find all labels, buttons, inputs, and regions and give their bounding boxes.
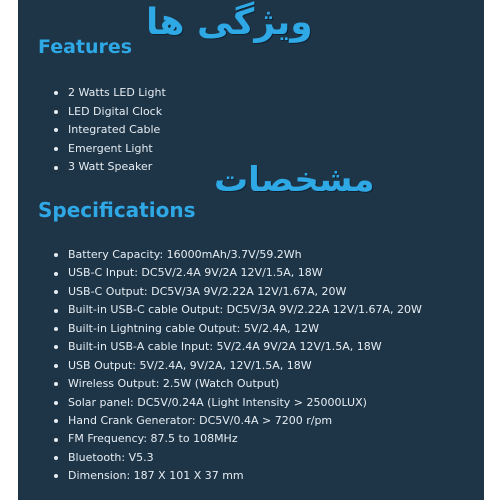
specification-item bbox=[54, 467, 422, 485]
specification-item-text: USB-C Output: DC5V/3A 9V/2.22A 12V/1.67A, 20W bbox=[68, 284, 347, 298]
specification-item bbox=[54, 301, 422, 319]
specification-item-text: Dimension: 187 X 101 X 37 mm bbox=[68, 469, 244, 483]
bullet-icon bbox=[54, 474, 58, 478]
bullet-icon bbox=[54, 166, 58, 170]
bullet-icon bbox=[54, 438, 58, 442]
specification-item-text: Wireless Output: 2.5W (Watch Output) bbox=[68, 377, 280, 391]
feature-item-text: Emergent Light bbox=[68, 141, 153, 155]
specification-item-text: USB-C Input: DC5V/2.4A 9V/2A 12V/1.5A, 18W bbox=[68, 266, 323, 280]
bullet-icon bbox=[54, 309, 58, 313]
bullet-icon bbox=[54, 128, 58, 132]
bullet-icon bbox=[54, 364, 58, 368]
bullet-icon bbox=[54, 91, 58, 95]
specification-item-text: FM Frequency: 87.5 to 108MHz bbox=[68, 432, 238, 446]
features-title: Features bbox=[38, 36, 133, 58]
specification-item bbox=[54, 338, 422, 356]
specification-item-text: Solar panel: DC5V/0.24A (Light Intensity > 25000LUX) bbox=[68, 395, 367, 409]
feature-item bbox=[54, 103, 166, 122]
specification-item-text: Built-in USB-C cable Output: DC5V/3A 9V/2.22A 12V/1.67A, 20W bbox=[68, 303, 422, 317]
specification-item bbox=[54, 430, 422, 448]
feature-item-text: LED Digital Clock bbox=[68, 104, 163, 118]
feature-item-text: Integrated Cable bbox=[68, 123, 161, 137]
specification-item bbox=[54, 320, 422, 338]
feature-item-text: 2 Watts LED Light bbox=[68, 86, 166, 99]
specification-item bbox=[54, 264, 422, 282]
bullet-icon bbox=[54, 327, 58, 331]
specifications-title-persian: مشخصات bbox=[214, 160, 375, 200]
specifications-title: Specifications bbox=[38, 198, 196, 222]
specification-item-text: Battery Capacity: 16000mAh/3.7V/59.2Wh bbox=[68, 248, 302, 261]
specification-item-text: Built-in Lightning cable Output: 5V/2.4A, 12W bbox=[68, 321, 319, 335]
bullet-icon bbox=[54, 253, 58, 257]
bullet-icon bbox=[54, 456, 58, 460]
specification-item-text: Built-in USB-A cable Input: 5V/2.4A 9V/2A 12V/1.5A, 18W bbox=[68, 340, 382, 354]
specification-item bbox=[54, 357, 422, 375]
specification-item-text: Hand Crank Generator: DC5V/0.4A > 7200 r/pm bbox=[68, 413, 333, 427]
product-info-panel bbox=[18, 0, 484, 500]
specification-item bbox=[54, 246, 422, 264]
bullet-icon bbox=[54, 110, 58, 114]
bullet-icon bbox=[54, 290, 58, 294]
feature-item-text: 3 Watt Speaker bbox=[68, 160, 153, 174]
feature-item bbox=[54, 121, 166, 140]
specifications-list bbox=[54, 246, 422, 486]
bullet-icon bbox=[54, 382, 58, 386]
specification-item bbox=[54, 375, 422, 393]
feature-item bbox=[54, 140, 166, 159]
specification-item-text: USB Output: 5V/2.4A, 9V/2A, 12V/1.5A, 18W bbox=[68, 358, 312, 372]
specification-item-text: Bluetooth: V5.3 bbox=[68, 450, 154, 464]
specification-item bbox=[54, 412, 422, 430]
specification-item bbox=[54, 449, 422, 467]
bullet-icon bbox=[54, 272, 58, 276]
features-list bbox=[54, 84, 166, 177]
feature-item bbox=[54, 158, 166, 177]
bullet-icon bbox=[54, 419, 58, 423]
bullet-icon bbox=[54, 345, 58, 349]
specification-item bbox=[54, 394, 422, 412]
feature-item bbox=[54, 84, 166, 103]
bullet-icon bbox=[54, 147, 58, 151]
specification-item bbox=[54, 283, 422, 301]
bullet-icon bbox=[54, 401, 58, 405]
features-title-persian: ویژگی ها bbox=[146, 2, 313, 43]
